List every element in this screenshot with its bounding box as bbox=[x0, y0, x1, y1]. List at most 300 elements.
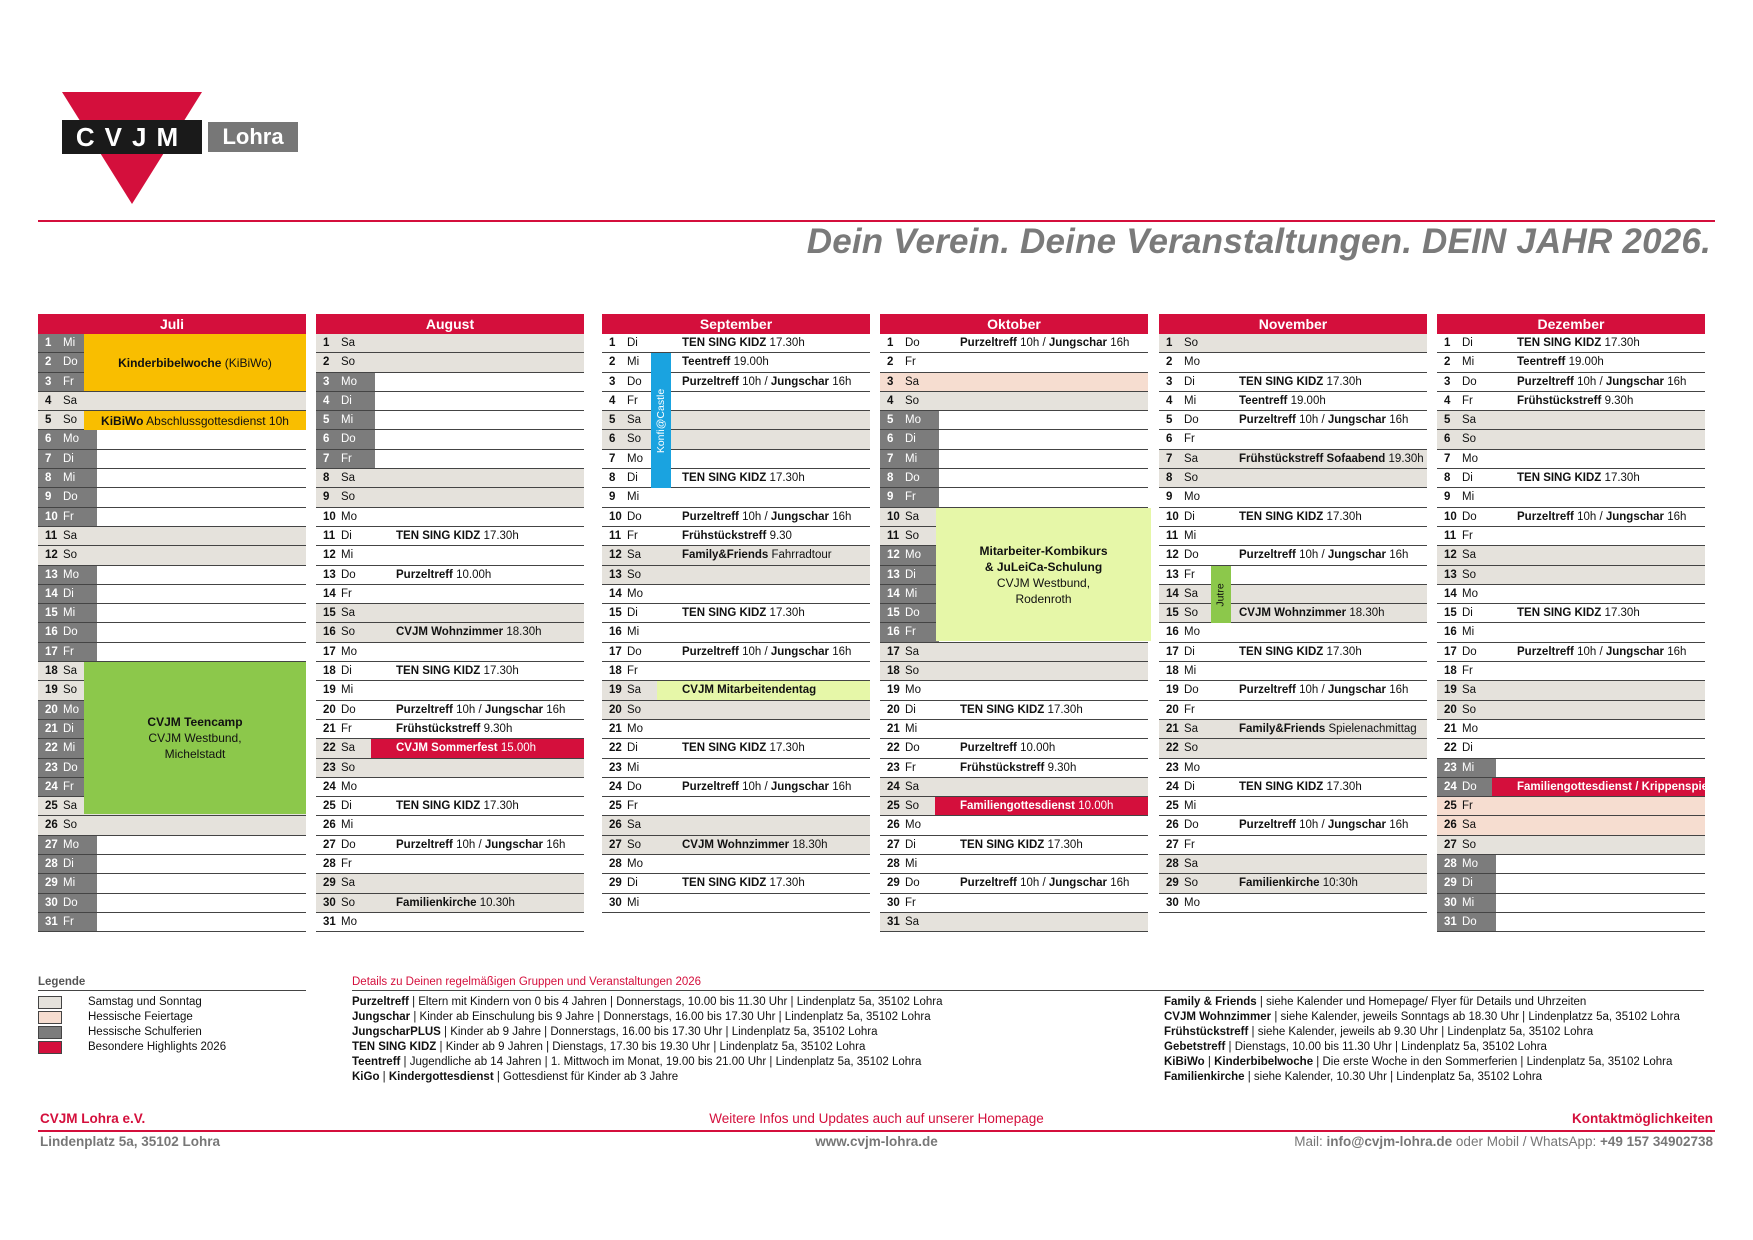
day-row bbox=[316, 643, 584, 662]
weekday: Di bbox=[1462, 472, 1473, 485]
day-number: 2 bbox=[38, 353, 58, 371]
day-number: 19 bbox=[1166, 684, 1179, 697]
event-name: Frühstückstreff bbox=[682, 529, 767, 542]
day-row bbox=[1437, 894, 1705, 913]
weekday: Fr bbox=[900, 488, 939, 506]
day-number: 12 bbox=[880, 546, 900, 564]
weekday: Do bbox=[341, 703, 356, 716]
weekday: So bbox=[63, 549, 78, 562]
event-name: Purzeltreff bbox=[1239, 549, 1296, 562]
weekday: So bbox=[627, 838, 642, 851]
event-time-2: 16h bbox=[1667, 645, 1687, 658]
day-row bbox=[880, 894, 1148, 913]
detail-group: Teentreff bbox=[352, 1056, 401, 1068]
legend-holiday-label: Hessische Feiertage bbox=[88, 1011, 193, 1023]
event-time: 10.00h bbox=[456, 568, 492, 581]
day-row bbox=[38, 566, 306, 585]
day-number: 10 bbox=[38, 508, 58, 526]
day-number: 6 bbox=[609, 433, 616, 446]
day-row bbox=[38, 585, 306, 604]
weekday: Mo bbox=[341, 645, 357, 658]
detail-text: | bbox=[1204, 1056, 1215, 1068]
day-row bbox=[602, 566, 870, 585]
day-row bbox=[1159, 701, 1427, 720]
day-row bbox=[1159, 469, 1427, 488]
weekday: So bbox=[1184, 472, 1199, 485]
event bbox=[682, 527, 870, 545]
event-name-2: Jungschar bbox=[770, 780, 830, 793]
day-number: 27 bbox=[323, 838, 336, 851]
day-number: 2 bbox=[1166, 356, 1173, 369]
mitarbeiter-l3: CVJM Westbund, bbox=[996, 575, 1091, 590]
legend bbox=[38, 976, 306, 1055]
weekday: Fr bbox=[58, 508, 97, 526]
event-name: Purzeltreff bbox=[1517, 510, 1574, 523]
event-name-2: Jungschar bbox=[1605, 645, 1665, 658]
weekday: Mi bbox=[905, 722, 918, 735]
weekday: Sa bbox=[1462, 684, 1477, 697]
teencamp-l1: CVJM Westbund, bbox=[148, 731, 242, 745]
day-number: 7 bbox=[1166, 452, 1173, 465]
day-number: 24 bbox=[38, 778, 58, 796]
weekday: Di bbox=[905, 703, 916, 716]
event-name: Frühstückstreff bbox=[396, 722, 481, 735]
weekday: Fr bbox=[1184, 568, 1195, 581]
day-row bbox=[38, 623, 306, 642]
month-september bbox=[602, 314, 870, 913]
day-row bbox=[602, 604, 870, 623]
cvjm-logo bbox=[62, 92, 302, 204]
day-number: 8 bbox=[323, 472, 330, 485]
day-row bbox=[602, 527, 870, 546]
event-name: TEN SING KIDZ bbox=[1239, 780, 1324, 793]
weekday: Di bbox=[341, 529, 352, 542]
event-time: Fahrradtour bbox=[771, 549, 832, 562]
mitarbeiter-l4: Rodenroth bbox=[1015, 591, 1072, 606]
detail-line bbox=[1164, 995, 1680, 1010]
day-row bbox=[602, 488, 870, 507]
event-name: TEN SING KIDZ bbox=[1517, 607, 1602, 620]
detail-line bbox=[352, 1025, 1164, 1040]
event-name: Purzeltreff bbox=[1239, 819, 1296, 832]
detail-group: Jungschar bbox=[352, 1011, 411, 1023]
day-number: 27 bbox=[609, 838, 622, 851]
day-number: 1 bbox=[887, 337, 894, 349]
detail-group: CVJM Wohnzimmer bbox=[1164, 1011, 1272, 1023]
day-row bbox=[602, 681, 870, 700]
event bbox=[1239, 816, 1427, 834]
day-number: 10 bbox=[1166, 510, 1179, 523]
day-number: 8 bbox=[609, 472, 616, 485]
event-time: 17.30h bbox=[483, 800, 519, 813]
event-time: 10.00h bbox=[1020, 742, 1056, 755]
weekday: So bbox=[905, 529, 920, 542]
weekday: Mi bbox=[58, 604, 97, 622]
day-row bbox=[602, 508, 870, 527]
event-time: 10h / bbox=[742, 780, 771, 793]
detail-text: | siehe Kalender und Homepage/ Flyer für Details und Uhrzeiten bbox=[1256, 996, 1587, 1008]
footer-url[interactable]: www.cvjm-lohra.de bbox=[815, 1134, 938, 1149]
weekday: Sa bbox=[905, 780, 920, 793]
day-row bbox=[602, 797, 870, 816]
weekday: So bbox=[341, 626, 356, 639]
day-number: 25 bbox=[609, 800, 622, 813]
day-number: 29 bbox=[38, 874, 58, 892]
day-number: 29 bbox=[609, 877, 622, 890]
month-header: Juli bbox=[38, 314, 306, 334]
event-name: Frühstückstreff Sofaabend bbox=[1239, 452, 1386, 465]
footer-contact bbox=[1294, 1134, 1713, 1149]
day-number: 8 bbox=[1166, 472, 1173, 485]
weekday: Fr bbox=[900, 623, 939, 641]
day-number: 8 bbox=[38, 469, 58, 487]
footer-org: CVJM Lohra e.V. bbox=[40, 1111, 146, 1126]
event-name: TEN SING KIDZ bbox=[682, 877, 767, 890]
footer-contact-title: Kontaktmöglichkeiten bbox=[1571, 1111, 1713, 1126]
weekday: Mi bbox=[627, 491, 640, 504]
day-row bbox=[880, 855, 1148, 874]
day-row bbox=[316, 855, 584, 874]
weekday: Do bbox=[1462, 375, 1477, 388]
event-time: 17.30h bbox=[1326, 780, 1362, 793]
day-row bbox=[1437, 913, 1705, 932]
day-number: 4 bbox=[887, 394, 894, 407]
details bbox=[352, 976, 1704, 1085]
day-number: 19 bbox=[45, 684, 58, 697]
day-number: 11 bbox=[45, 529, 58, 542]
event bbox=[682, 546, 870, 564]
day-number: 4 bbox=[316, 392, 336, 410]
day-number: 13 bbox=[1166, 568, 1179, 581]
footer-mobile[interactable]: +49 157 34902738 bbox=[1600, 1134, 1713, 1149]
event-name: TEN SING KIDZ bbox=[682, 742, 767, 755]
weekday: Fr bbox=[341, 858, 352, 871]
day-number: 26 bbox=[45, 819, 58, 832]
day-number: 9 bbox=[323, 491, 330, 504]
day-number: 3 bbox=[887, 375, 894, 388]
event bbox=[396, 836, 584, 854]
weekday: Sa bbox=[627, 684, 642, 697]
day-number: 18 bbox=[1166, 665, 1179, 678]
event-name: TEN SING KIDZ bbox=[682, 472, 767, 485]
day-row bbox=[316, 450, 584, 469]
detail-group: Frühstückstreff bbox=[1164, 1026, 1249, 1038]
day-number: 17 bbox=[1166, 645, 1179, 658]
event-name-2: Jungschar bbox=[484, 838, 544, 851]
day-row bbox=[1159, 411, 1427, 430]
event bbox=[682, 334, 870, 352]
day-number: 31 bbox=[887, 915, 900, 928]
day-row bbox=[1437, 546, 1705, 565]
page-title: Dein Verein. Deine Veranstaltungen. DEIN JAHR 2026. bbox=[806, 222, 1711, 261]
day-number: 30 bbox=[1166, 896, 1179, 909]
event-time: 17.30h bbox=[1604, 607, 1640, 620]
day-number: 24 bbox=[1437, 778, 1457, 796]
day-row bbox=[316, 874, 584, 893]
event-time: 19.00h bbox=[1568, 356, 1604, 369]
weekday: Fr bbox=[627, 800, 638, 813]
event bbox=[1517, 508, 1705, 526]
weekday: Fr bbox=[58, 913, 97, 931]
day-row bbox=[38, 527, 306, 546]
day-number: 27 bbox=[1166, 838, 1179, 851]
event-time: 10.00h bbox=[1078, 800, 1114, 813]
day-row bbox=[1437, 373, 1705, 392]
day-number: 2 bbox=[887, 356, 894, 369]
day-row bbox=[880, 836, 1148, 855]
day-row bbox=[1437, 778, 1712, 797]
weekday: Mi bbox=[1462, 356, 1475, 369]
day-number: 29 bbox=[887, 877, 900, 890]
day-row bbox=[316, 778, 584, 797]
weekday: Mo bbox=[1184, 491, 1200, 504]
weekday: Do bbox=[627, 780, 642, 793]
day-row bbox=[1159, 778, 1427, 797]
day-row bbox=[1437, 334, 1705, 353]
day-row bbox=[38, 816, 306, 835]
weekday: Do bbox=[58, 894, 97, 912]
weekday: So bbox=[905, 800, 920, 813]
day-number: 7 bbox=[609, 452, 616, 465]
day-row bbox=[1437, 816, 1705, 835]
day-number: 13 bbox=[880, 566, 900, 584]
weekday: Do bbox=[905, 337, 920, 349]
weekday: Mo bbox=[341, 510, 357, 523]
day-number: 11 bbox=[609, 529, 622, 542]
kibiwo-end-t: Abschlussgottesdienst 10h bbox=[146, 413, 289, 428]
mitarbeiter-l2: & JuLeiCa-Schulung bbox=[984, 559, 1103, 574]
weekday: Mo bbox=[627, 587, 643, 600]
weekday: So bbox=[63, 684, 78, 697]
weekday: Di bbox=[1184, 510, 1195, 523]
event-time-2: 16h bbox=[832, 375, 852, 388]
month-header: November bbox=[1159, 314, 1427, 334]
event-name: TEN SING KIDZ bbox=[960, 703, 1045, 716]
event bbox=[1517, 604, 1705, 622]
day-number: 24 bbox=[887, 780, 900, 793]
day-row bbox=[1437, 604, 1705, 623]
event-time: 10h / bbox=[742, 375, 771, 388]
weekday: Di bbox=[627, 472, 638, 485]
day-number: 30 bbox=[609, 896, 622, 909]
jutre-label: Jutre bbox=[1215, 582, 1227, 607]
konfi-bar bbox=[651, 353, 671, 488]
day-row bbox=[1159, 488, 1427, 507]
day-number: 12 bbox=[1444, 549, 1457, 562]
day-number: 12 bbox=[323, 549, 336, 562]
weekday: Do bbox=[627, 645, 642, 658]
event-time: 17.30h bbox=[1604, 472, 1640, 485]
detail-text: | Dienstags, 10.00 bis 11.30 Uhr | Lindenplatz 5a, 35102 Lohra bbox=[1225, 1041, 1547, 1053]
day-row bbox=[602, 353, 870, 372]
weekday: Mi bbox=[341, 819, 354, 832]
event-time: 17.30h bbox=[1047, 703, 1083, 716]
day-row bbox=[38, 392, 306, 411]
day-row bbox=[602, 450, 870, 469]
event-name: TEN SING KIDZ bbox=[1517, 472, 1602, 485]
day-row bbox=[602, 778, 870, 797]
day-number: 22 bbox=[1444, 742, 1457, 755]
day-row bbox=[880, 373, 1148, 392]
footer-info: Weitere Infos und Updates auch auf unserer Homepage bbox=[709, 1111, 1044, 1126]
day-number: 9 bbox=[609, 491, 616, 504]
kibiwo-end-b: KiBiWo bbox=[101, 413, 144, 428]
weekday: Sa bbox=[1462, 549, 1477, 562]
detail-line bbox=[1164, 1070, 1680, 1085]
details-title: Details zu Deinen regelmäßigen Gruppen und Veranstaltungen 2026 bbox=[352, 976, 1704, 991]
footer-mail[interactable]: info@cvjm-lohra.de bbox=[1326, 1134, 1453, 1149]
detail-group: KiBiWo bbox=[1164, 1056, 1205, 1068]
konfi-label: Konfi@Castle bbox=[655, 388, 668, 453]
day-number: 29 bbox=[1437, 874, 1457, 892]
month-august bbox=[316, 314, 584, 932]
day-row bbox=[1437, 353, 1705, 372]
event bbox=[960, 759, 1148, 777]
weekday: Fr bbox=[905, 356, 916, 369]
weekday: Mo bbox=[905, 684, 921, 697]
day-number: 26 bbox=[1166, 819, 1179, 832]
event-name: Purzeltreff bbox=[1239, 684, 1296, 697]
weekday: Sa bbox=[905, 915, 920, 928]
weekday: Di bbox=[627, 742, 638, 755]
weekday: Do bbox=[58, 759, 97, 777]
weekday: Sa bbox=[341, 877, 356, 890]
event-time-2: 16h bbox=[1110, 337, 1130, 349]
weekday: Do bbox=[900, 604, 939, 622]
weekday: Di bbox=[1462, 607, 1473, 620]
day-row bbox=[1437, 681, 1705, 700]
weekday: So bbox=[627, 568, 642, 581]
event-name: Familienkirche bbox=[396, 896, 477, 909]
legend-holiday bbox=[38, 1010, 306, 1025]
event bbox=[1239, 778, 1427, 796]
day-row bbox=[1159, 566, 1427, 585]
legend-ferien bbox=[38, 1025, 306, 1040]
weekday: Mi bbox=[627, 761, 640, 774]
day-row bbox=[880, 411, 1148, 430]
day-row bbox=[38, 855, 306, 874]
event-name: Teentreff bbox=[1517, 356, 1566, 369]
day-number: 25 bbox=[1444, 800, 1457, 813]
detail-line bbox=[1164, 1040, 1680, 1055]
event-time: 17.30h bbox=[769, 472, 805, 485]
day-number: 14 bbox=[880, 585, 900, 603]
legend-highlight bbox=[38, 1040, 306, 1055]
detail-group: Familienkirche bbox=[1164, 1071, 1245, 1083]
event-name: Purzeltreff bbox=[960, 742, 1017, 755]
weekday: Fr bbox=[1184, 703, 1195, 716]
day-number: 1 bbox=[323, 337, 330, 349]
day-row bbox=[38, 643, 306, 662]
weekday: Fr bbox=[58, 643, 97, 661]
event-time: 10:30h bbox=[1322, 877, 1358, 890]
event bbox=[396, 566, 584, 584]
weekday: Di bbox=[336, 392, 375, 410]
kibiwo-sub: (KiBiWo) bbox=[224, 355, 272, 370]
weekday: Do bbox=[1462, 510, 1477, 523]
day-row bbox=[1437, 874, 1705, 893]
detail-text: | Jugendliche ab 14 Jahren | 1. Mittwoch im Monat, 19.00 bis 21.00 Uhr | Lindenplatz 5a, 35102 Lohra bbox=[400, 1056, 922, 1068]
day-number: 19 bbox=[323, 684, 336, 697]
weekday: Mi bbox=[1184, 800, 1197, 813]
day-row bbox=[316, 836, 584, 855]
event-name: Purzeltreff bbox=[1517, 645, 1574, 658]
day-row bbox=[880, 797, 1148, 816]
day-number: 31 bbox=[38, 913, 58, 931]
legend-ferien-label: Hessische Schulferien bbox=[88, 1026, 202, 1038]
day-number: 16 bbox=[323, 626, 336, 639]
event-name: TEN SING KIDZ bbox=[682, 607, 767, 620]
event-name: Purzeltreff bbox=[682, 375, 739, 388]
day-number: 20 bbox=[1166, 703, 1179, 716]
event-time-2: 16h bbox=[1667, 375, 1687, 388]
weekday: So bbox=[1184, 337, 1199, 349]
event-name: Purzeltreff bbox=[1517, 375, 1574, 388]
day-row bbox=[316, 585, 584, 604]
detail-text: | bbox=[379, 1071, 389, 1083]
detail-line bbox=[1164, 1025, 1680, 1040]
day-row bbox=[1437, 585, 1705, 604]
weekday: Di bbox=[900, 566, 939, 584]
event-time: 10h / bbox=[1020, 337, 1049, 349]
event-name-2: Jungschar bbox=[1327, 549, 1387, 562]
day-row bbox=[38, 604, 306, 623]
event bbox=[1239, 546, 1427, 564]
day-row bbox=[1437, 392, 1705, 411]
day-row bbox=[880, 353, 1148, 372]
day-number: 11 bbox=[323, 529, 336, 542]
weekday: Mi bbox=[58, 334, 97, 352]
weekday: So bbox=[63, 414, 78, 427]
event-name-2: Jungschar bbox=[1605, 375, 1665, 388]
weekday: Mo bbox=[341, 915, 357, 928]
day-number: 21 bbox=[1166, 722, 1179, 735]
event-time-2: 16h bbox=[1389, 549, 1409, 562]
weekday: Mi bbox=[58, 739, 97, 757]
day-number: 16 bbox=[1166, 626, 1179, 639]
day-number: 6 bbox=[1444, 433, 1451, 446]
weekday: Mo bbox=[1457, 855, 1496, 873]
day-number: 15 bbox=[609, 607, 622, 620]
weekday: Di bbox=[1184, 375, 1195, 388]
event-time: 17.30h bbox=[1047, 838, 1083, 851]
day-number: 30 bbox=[887, 896, 900, 909]
weekday: Di bbox=[1462, 742, 1473, 755]
weekday: Do bbox=[1184, 819, 1199, 832]
event bbox=[1239, 450, 1427, 468]
event bbox=[1239, 681, 1427, 699]
weekday: Sa bbox=[63, 665, 78, 678]
day-row bbox=[1159, 527, 1427, 546]
weekday: Mo bbox=[1184, 896, 1200, 909]
event bbox=[682, 874, 870, 892]
day-row bbox=[38, 913, 306, 932]
weekday: Mi bbox=[1457, 894, 1496, 912]
day-row bbox=[602, 373, 870, 392]
day-row bbox=[880, 913, 1148, 932]
event-name: Purzeltreff bbox=[682, 510, 739, 523]
weekday: So bbox=[1184, 742, 1199, 755]
weekday: Mi bbox=[1184, 529, 1197, 542]
day-number: 18 bbox=[887, 665, 900, 678]
event bbox=[1517, 334, 1705, 352]
event bbox=[960, 334, 1148, 352]
weekday: Sa bbox=[63, 394, 78, 407]
weekday: Do bbox=[58, 488, 97, 506]
day-row bbox=[316, 701, 584, 720]
weekday: Sa bbox=[1184, 722, 1199, 735]
day-number: 12 bbox=[1166, 549, 1179, 562]
